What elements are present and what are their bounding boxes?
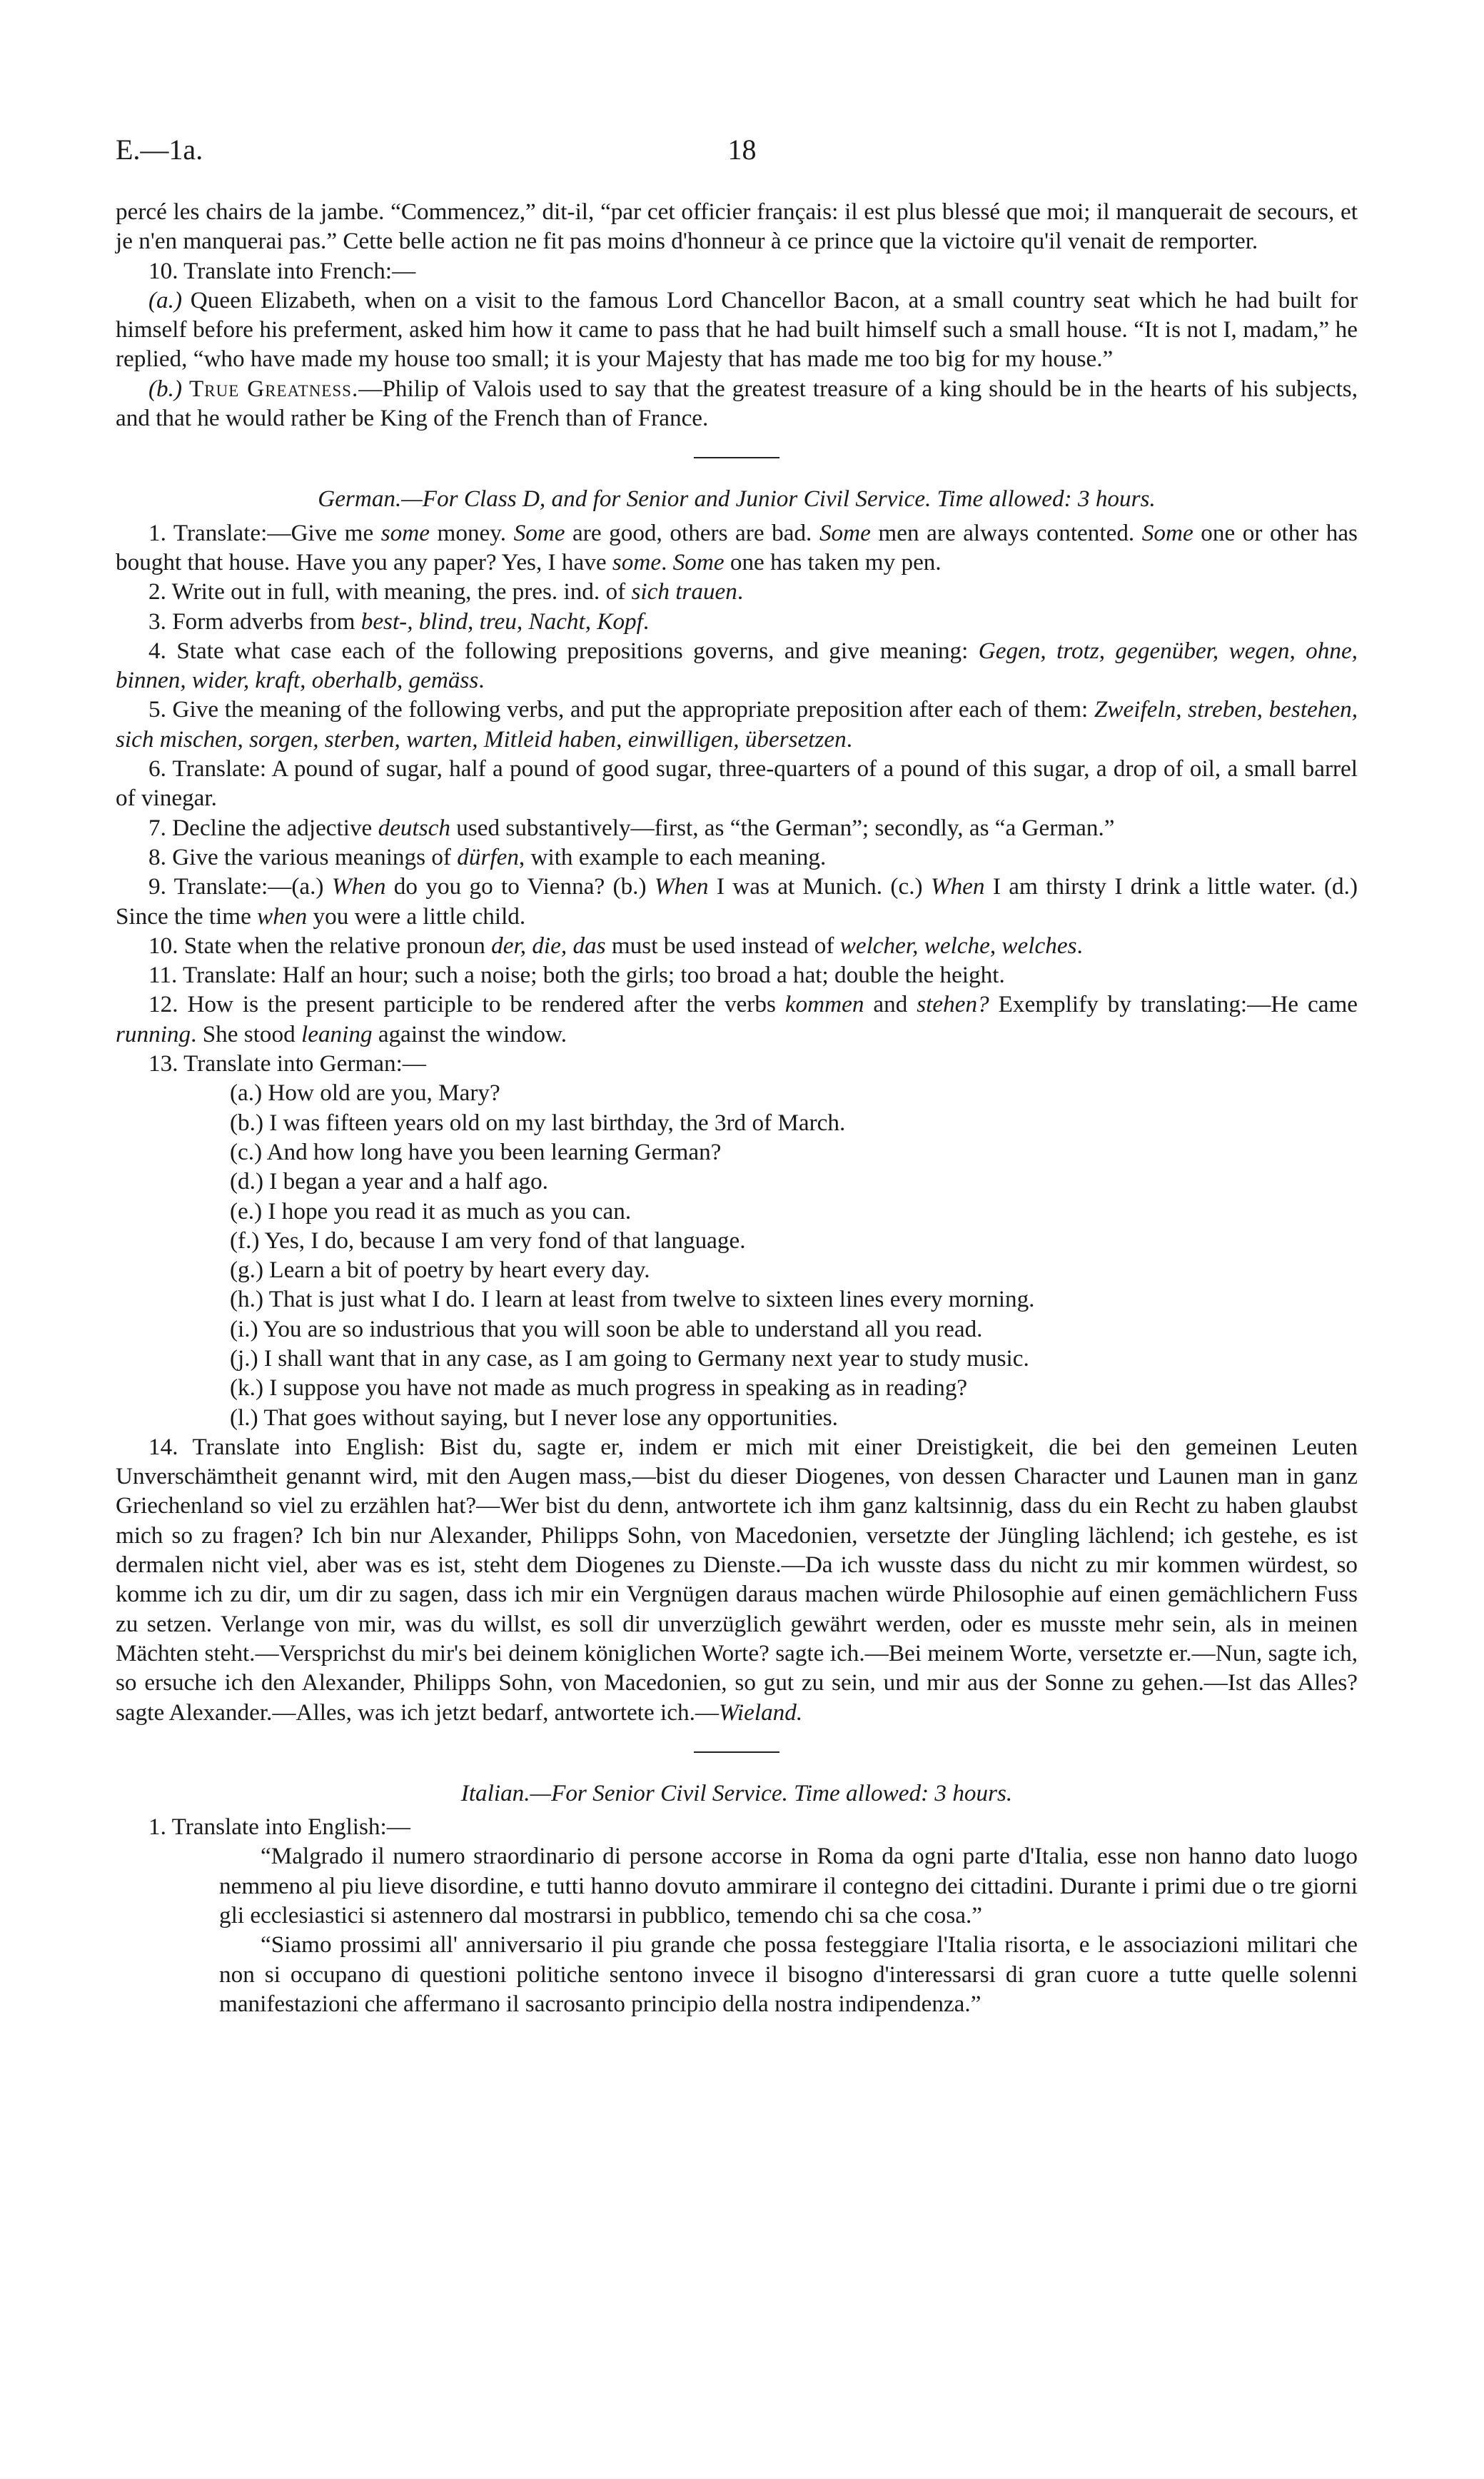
list-item: (c.) And how long have you been learning German? [230, 1138, 722, 1165]
q10b-text: —Philip of Valois used to say that the greatest treasure of a king should be in the hearts of his subjects, and that he would rather be King of the French than of France. [116, 375, 1358, 432]
french-q10b [116, 374, 1358, 433]
q10a-text: Queen Elizabeth, when on a visit to the famous Lord Chancellor Bacon, at a small country seat which he had built for himself before his preferment, asked him how it came to pass that he had built himself such a small house. “It is not I, madam,” he replied, “who have made my house too small; it is your Majesty that has made me too big for my house.” [116, 286, 1358, 373]
list-item: (a.) How old are you, Mary? [230, 1080, 500, 1107]
section-divider [694, 1751, 779, 1753]
german-q7: 7. Decline the adjective deutsch used substantively—first, as “the German”; secondly, as “a German.” [148, 814, 1115, 841]
german-q10: 10. State when the relative pronoun der, die, das must be used instead of welcher, welche, welches. [148, 932, 1083, 959]
list-item: (h.) That is just what I do. I learn at least from twelve to sixteen lines every morning. [230, 1286, 1035, 1313]
italian-quote-2: “Siamo prossimi all' anniversario il piu grande che possa festeggiare l'Italia risorta, e le associazioni militari che non si occupano di questioni politiche sentono invece il bisogno d'interessarsi di gran cuore a tutte quelle solenni manifestazioni che affermano il sacrosanto principio della nostra indipendenza.” [219, 1931, 1358, 2017]
list-item: (b.) I was fifteen years old on my last birthday, the 3rd of March. [230, 1109, 846, 1136]
italian-q1-heading: 1. Translate into English:— [148, 1814, 410, 1841]
list-item: (d.) I began a year and a half ago. [230, 1168, 548, 1195]
german-q6: 6. Translate: A pound of sugar, half a pound of good sugar, three-quarters of a pound of this sugar, a drop of oil, a small barrel of vinegar. [116, 755, 1358, 812]
list-item: (e.) I hope you read it as much as you can. [230, 1197, 632, 1225]
page-header [116, 133, 1368, 176]
list-item: (l.) That goes without saying, but I never lose any opportunities. [230, 1404, 838, 1431]
q14-text: 14. Translate into English: Bist du, sagte er, indem er mich mit einer Dreistigkeit, die bei den gemeinen Leuten Unverschämtheit genannt wird, mit den Augen mass,—bist du dieser Diogenes, von dessen Character und Launen man in ganz Griechenland so viel zu erzählen hat?—Wer bist du denn, antwortete ich ihm ganz kaltsinnig, dass du ein Recht zu haben glaubst mich so zu fragen? Ich bin nur Alexander, Philipps Sohn, von Macedonien, versetzte der Jüngling lächlend; ich gestehe, es ist dermalen nicht viel, aber was es ist, steht dem Diogenes zu Dienste.—Da ich wusste dass du nicht zu mir kommen würdest, so komme ich zu dir, um dir zu sagen, dass ich mir ein Vergnügen daraus machen würde Philosophie auf einen gemächlichern Fuss zu setzen. Verlange von mir, was du willst, es soll dir unverzüglich gewährt werden, oder es musste mehr sein, als in meinen Mächten steht.—Versprichst du mir's bei deinem königlichen Worte? sagte ich.—Bei meinem Worte, versetzte er.—Nun, sagte ich, so ersuche ich den Alexander, Philipps Sohn, von Macedonien, so gut zu sein, und mir aus der Sonne zu gehen.—Ist das Alles? sagte Alexander.—Alles, was ich jetzt bedarf, antwortete ich.— [116, 1433, 1358, 1726]
french-q10a [116, 286, 1358, 374]
list-item: (i.) You are so industrious that you will soon be able to understand all you read. [230, 1315, 983, 1342]
q10b-title: True Greatness. [188, 375, 359, 402]
german-q3: 3. Form adverbs from best-, blind, treu, Nacht, Kopf. [148, 608, 650, 635]
german-q14 [116, 1432, 1358, 1727]
french-continuation: percé les chairs de la jambe. “Commencez,” dit-il, “par cet officier français: il est plus blessé que moi; il manquerait de secours, et je n'en manquerai pas.” Cette belle action ne fit pas moins d'honneur à ce prince que la victoire qu'il venait de remporter. [116, 198, 1358, 255]
german-section-title: German.—For Class D, and for Senior and Junior Civil Service. Time allowed: 3 hours. [318, 486, 1156, 513]
italian-quote-block [116, 1841, 1358, 2018]
italian-quote-1: “Malgrado il numero straordinario di persone accorse in Roma da ogni parte d'Italia, esse non hanno dato luogo nemmeno al piu lieve disordine, e tutti hanno dovuto ammirare il contegno dei cittadini. Durante i primi due o tre giorni gli ecclesiastici si astennero dal mostrarsi in pubblico, temendo chi sa che cosa.” [219, 1843, 1358, 1929]
document-reference: E.—1a. [116, 134, 203, 166]
page-body [116, 197, 1358, 2018]
german-q9: 9. Translate:—(a.) When do you go to Vienna? (b.) When I was at Munich. (c.) When I am thirsty I drink a little water. (d.) Since the time when you were a little child. [116, 873, 1358, 930]
german-q8: 8. Give the various meanings of dürfen, with example to each meaning. [148, 843, 827, 870]
german-q13-heading: 13. Translate into German:— [148, 1050, 426, 1077]
german-q1: 1. Translate:—Give me some money. Some are good, others are bad. Some men are always contented. Some one or other has bought that house. Have you any paper? Yes, I have some. Some one has taken my pen. [116, 519, 1358, 575]
section-divider [694, 457, 779, 458]
page-number: 18 [727, 134, 757, 166]
german-q12: 12. How is the present participle to be rendered after the verbs kommen and stehen? Exemplify by translating:—He came running. She stood leaning against the window. [116, 991, 1358, 1047]
list-item: (j.) I shall want that in any case, as I am going to Germany next year to study music. [230, 1344, 1029, 1372]
german-q5: 5. Give the meaning of the following verbs, and put the appropriate preposition after each of them: Zweifeln, streben, bestehen, sich mischen, sorgen, sterben, warten, Mitleid haben, einwilligen, übersetzen. [116, 696, 1358, 753]
list-item: (k.) I suppose you have not made as much progress in speaking as in reading? [230, 1374, 968, 1402]
german-q4: 4. State what case each of the following prepositions governs, and give meaning: Gegen, trotz, gegenüber, wegen, ohne, binnen, wider, kraft, oberhalb, gemäss. [116, 637, 1358, 694]
list-item: (g.) Learn a bit of poetry by heart every day. [230, 1257, 650, 1284]
french-q10-heading: 10. Translate into French:— [148, 257, 416, 284]
q14-source: Wieland. [719, 1699, 803, 1726]
german-q2: 2. Write out in full, with meaning, the pres. ind. of sich trauen. [148, 578, 744, 605]
list-item: (f.) Yes, I do, because I am very fond of that language. [230, 1227, 746, 1254]
q10b-label: (b.) [148, 375, 182, 402]
italian-section-title: Italian.—For Senior Civil Service. Time allowed: 3 hours. [460, 1779, 1013, 1806]
q10a-label: (a.) [148, 286, 182, 313]
german-q11: 11. Translate: Half an hour; such a noise; both the girls; too broad a hat; double the height. [148, 962, 1005, 989]
